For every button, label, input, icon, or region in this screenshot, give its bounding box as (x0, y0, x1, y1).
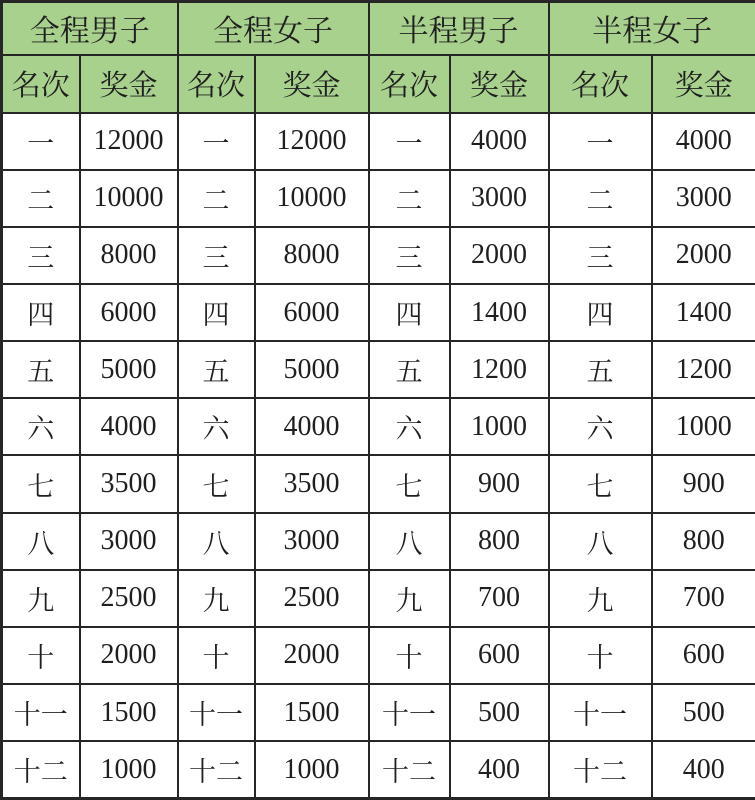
group-header-row (2, 2, 755, 55)
rank-cell: 一 (369, 113, 450, 170)
rank-cell: 六 (549, 398, 652, 455)
table-row (2, 741, 755, 798)
rank-cell: 七 (2, 455, 80, 512)
rank-cell: 八 (178, 513, 255, 570)
prize-cell: 1200 (450, 341, 549, 398)
prize-cell: 3000 (255, 513, 369, 570)
table-row (2, 341, 755, 398)
prize-cell: 800 (652, 513, 755, 570)
column-header-row (2, 55, 755, 113)
prize-cell: 8000 (255, 227, 369, 284)
prize-cell: 4000 (255, 398, 369, 455)
prize-cell: 700 (652, 570, 755, 627)
rank-cell: 五 (2, 341, 80, 398)
prize-cell: 1400 (652, 284, 755, 341)
rank-cell: 三 (549, 227, 652, 284)
rank-cell: 五 (549, 341, 652, 398)
rank-cell: 二 (549, 170, 652, 227)
prize-cell: 1200 (652, 341, 755, 398)
prize-table-header (2, 2, 755, 113)
group-header-full-men: 全程男子 (2, 2, 178, 55)
prize-cell: 1000 (450, 398, 549, 455)
rank-cell: 十一 (2, 684, 80, 741)
rank-cell: 一 (549, 113, 652, 170)
group-header-half-women: 半程女子 (549, 2, 755, 55)
prize-cell: 3500 (80, 455, 178, 512)
group-header-half-men: 半程男子 (369, 2, 549, 55)
rank-cell: 二 (178, 170, 255, 227)
rank-cell: 九 (178, 570, 255, 627)
rank-cell: 四 (2, 284, 80, 341)
rank-cell: 六 (178, 398, 255, 455)
prize-cell: 5000 (80, 341, 178, 398)
rank-cell: 五 (369, 341, 450, 398)
prize-cell: 900 (450, 455, 549, 512)
table-row (2, 113, 755, 170)
rank-cell: 九 (2, 570, 80, 627)
prize-cell: 400 (652, 741, 755, 798)
rank-column-header-full-men: 名次 (2, 55, 80, 113)
table-row (2, 455, 755, 512)
prize-cell: 10000 (80, 170, 178, 227)
prize-column-header-half-women: 奖金 (652, 55, 755, 113)
prize-cell: 4000 (450, 113, 549, 170)
prize-cell: 8000 (80, 227, 178, 284)
prize-cell: 1000 (255, 741, 369, 798)
rank-cell: 四 (369, 284, 450, 341)
prize-cell: 3000 (80, 513, 178, 570)
prize-cell: 600 (450, 627, 549, 684)
prize-table-body (2, 113, 755, 799)
prize-cell: 3000 (450, 170, 549, 227)
rank-cell: 八 (369, 513, 450, 570)
rank-cell: 十二 (2, 741, 80, 798)
prize-cell: 12000 (80, 113, 178, 170)
table-row (2, 398, 755, 455)
rank-cell: 九 (549, 570, 652, 627)
prize-cell: 800 (450, 513, 549, 570)
prize-cell: 500 (652, 684, 755, 741)
rank-cell: 十 (549, 627, 652, 684)
rank-cell: 八 (2, 513, 80, 570)
rank-cell: 七 (178, 455, 255, 512)
table-row (2, 627, 755, 684)
prize-cell: 2000 (652, 227, 755, 284)
rank-cell: 五 (178, 341, 255, 398)
rank-cell: 十 (2, 627, 80, 684)
prize-column-header-full-women: 奖金 (255, 55, 369, 113)
prize-cell: 4000 (80, 398, 178, 455)
prize-cell: 1000 (652, 398, 755, 455)
prize-cell: 700 (450, 570, 549, 627)
rank-cell: 四 (549, 284, 652, 341)
prize-cell: 900 (652, 455, 755, 512)
prize-cell: 2500 (255, 570, 369, 627)
prize-cell: 6000 (255, 284, 369, 341)
prize-cell: 1400 (450, 284, 549, 341)
rank-cell: 十二 (549, 741, 652, 798)
table-row (2, 513, 755, 570)
prize-column-header-full-men: 奖金 (80, 55, 178, 113)
rank-cell: 十一 (549, 684, 652, 741)
rank-cell: 四 (178, 284, 255, 341)
prize-cell: 3000 (652, 170, 755, 227)
rank-cell: 二 (369, 170, 450, 227)
rank-column-header-full-women: 名次 (178, 55, 255, 113)
prize-cell: 2000 (450, 227, 549, 284)
rank-cell: 七 (369, 455, 450, 512)
rank-cell: 十一 (369, 684, 450, 741)
prize-column-header-half-men: 奖金 (450, 55, 549, 113)
table-row (2, 570, 755, 627)
prize-cell: 500 (450, 684, 549, 741)
rank-cell: 三 (369, 227, 450, 284)
prize-cell: 10000 (255, 170, 369, 227)
rank-cell: 十 (178, 627, 255, 684)
prize-cell: 2000 (80, 627, 178, 684)
prize-cell: 1500 (255, 684, 369, 741)
rank-cell: 十 (369, 627, 450, 684)
rank-cell: 六 (2, 398, 80, 455)
table-row (2, 170, 755, 227)
prize-cell: 400 (450, 741, 549, 798)
group-header-full-women: 全程女子 (178, 2, 369, 55)
rank-cell: 十一 (178, 684, 255, 741)
prize-cell: 2500 (80, 570, 178, 627)
rank-cell: 二 (2, 170, 80, 227)
rank-cell: 一 (178, 113, 255, 170)
prize-cell: 2000 (255, 627, 369, 684)
table-row (2, 684, 755, 741)
table-row (2, 284, 755, 341)
rank-cell: 九 (369, 570, 450, 627)
rank-column-header-half-women: 名次 (549, 55, 652, 113)
rank-cell: 三 (2, 227, 80, 284)
rank-column-header-half-men: 名次 (369, 55, 450, 113)
rank-cell: 三 (178, 227, 255, 284)
prize-cell: 6000 (80, 284, 178, 341)
rank-cell: 八 (549, 513, 652, 570)
prize-cell: 1000 (80, 741, 178, 798)
prize-cell: 4000 (652, 113, 755, 170)
prize-cell: 3500 (255, 455, 369, 512)
rank-cell: 六 (369, 398, 450, 455)
prize-cell: 600 (652, 627, 755, 684)
rank-cell: 一 (2, 113, 80, 170)
prize-cell: 1500 (80, 684, 178, 741)
table-row (2, 227, 755, 284)
prize-cell: 5000 (255, 341, 369, 398)
rank-cell: 七 (549, 455, 652, 512)
prize-cell: 12000 (255, 113, 369, 170)
rank-cell: 十二 (369, 741, 450, 798)
rank-cell: 十二 (178, 741, 255, 798)
